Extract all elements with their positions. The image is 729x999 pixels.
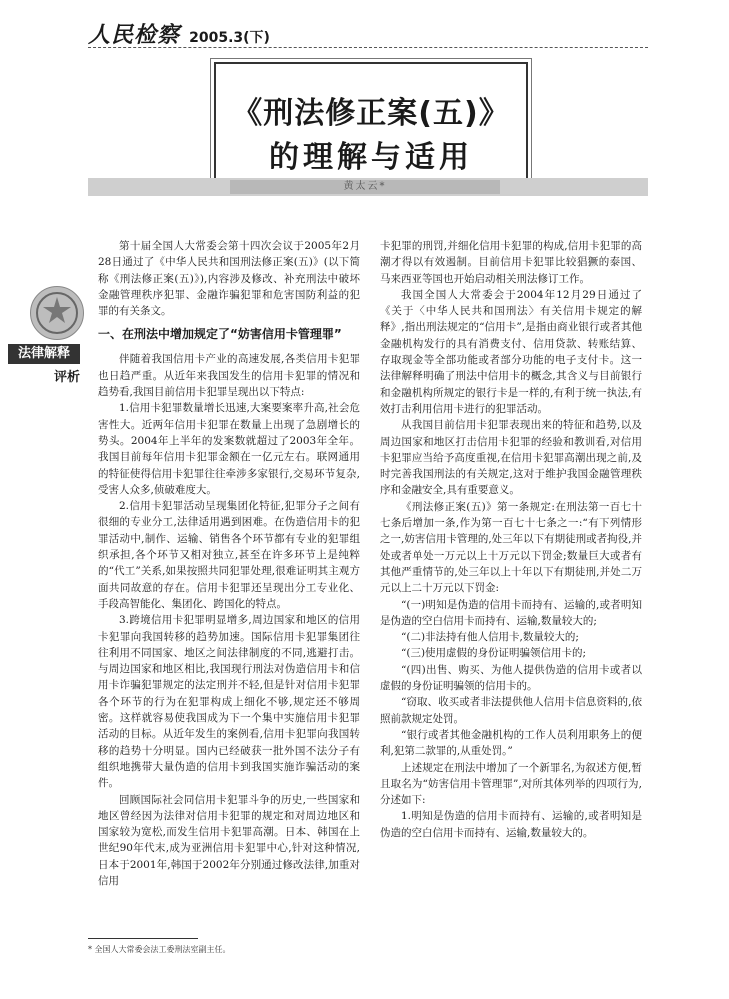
title-box	[214, 62, 528, 182]
statute-item: “(四)出售、购买、为他人提供伪造的信用卡或者以虚假的身份证明骗领的信用卡的。	[380, 663, 642, 693]
footnote: * 全国人大常委会法工委刑法室副主任。	[88, 945, 231, 954]
article-title-line1: 《刑法修正案(五)》	[232, 96, 510, 131]
running-header	[88, 18, 648, 46]
body-paragraph: 1.信用卡犯罪数量增长迅速,大案要案率升高,社会危害性大。近两年信用卡犯罪在数量上出现了急剧增长的势头。2004年上半年的发案数就超过了2003年全年。我国目前每年信用卡犯罪金额在一亿元左右。联网通用的特征使得信用卡犯罪往往牵涉多家银行,交易环节复杂,受害人众多,侦破难度大。	[98, 402, 360, 496]
magazine-name: 人民检察	[88, 22, 181, 48]
statute-item: “(二)非法持有他人信用卡,数量较大的;	[401, 631, 579, 644]
continued-paragraph: 卡犯罪的刑罚,并细化信用卡犯罪的构成,信用卡犯罪的高潮才得以有效遏制。目前信用卡犯罪比较猖獗的泰国、马来西亚等国也开始启动相关刑法修订工作。	[380, 240, 642, 285]
statute-item: “窃取、收买或者非法提供他人信用卡信息资料的,依照前款规定处罚。	[380, 696, 642, 725]
author-name: 黄太云*	[230, 180, 500, 194]
body-paragraph: 我国全国人大常委会于2004年12月29日通过了《关于〈中华人民共和国刑法〉有关信用卡规定的解释》,指出刑法规定的“信用卡”,是指由商业银行或者其他金融机构发行的具有消费支付、信用贷款、转账结算、存取现金等全部功能或者部分功能的电子支付卡。这一法律解释明确了刑法中信用卡的概念,其含义与目前银行和金融机构所规定的银行卡是一样的,有利于统一执法,有效打击利用信用卡进行的犯罪活动。	[380, 288, 642, 415]
issue-number: 2005.3(下)	[189, 30, 270, 46]
body-paragraph: 《刑法修正案(五)》第一条规定:在刑法第一百七十七条后增加一条,作为第一百七十七条之一:“有下列情形之一,妨害信用卡管理的,处三年以下有期徒刑或者拘役,并处或者单处一万元以上十万元以下罚金;数量巨大或者有其他严重情节的,处三年以上十年以下有期徒刑,并处二万元以上二十万元以下罚金:	[380, 500, 643, 595]
statute-item: “(三)使用虚假的身份证明骗领信用卡的;	[401, 647, 587, 660]
body-paragraph: 从我国目前信用卡犯罪表现出来的特征和趋势,以及周边国家和地区打击信用卡犯罪的经验和教训看,对信用卡犯罪应当给予高度重视,在信用卡犯罪高潮出现之前,及时完善我国刑法的有关规定,这对于维护我国金融管理秩序和金融安全,具有重要意义。	[380, 419, 642, 497]
procuratorate-emblem-icon	[30, 286, 84, 340]
intro-paragraph: 第十届全国人大常委会第十四次会议于2005年2月28日通过了《中华人民共和国刑法修正案(五)》(以下简称《刑法修正案(五)》),内容涉及修改、补充刑法中破坏金融管理秩序犯罪、金融诈骗犯罪和危害国防利益的犯罪的有关条文。	[98, 240, 360, 318]
header-divider	[88, 47, 648, 48]
footnote-divider	[88, 938, 198, 939]
body-paragraph: 2.信用卡犯罪活动呈现集团化特征,犯罪分子之间有很细的专业分工,法律适用遇到困难。在伪造信用卡的犯罪活动中,制作、运输、销售各个环节都有专业的犯罪组织承担,各个环节又相对独立,甚至在许多环节上是纯粹的“代工”关系,如果按照共同犯罪处理,很难证明其主观方面共同故意的存在。信用卡犯罪还呈现出分工专业化、手段高智能化、集团化、跨国化的特点。	[98, 500, 360, 610]
body-paragraph: 3.跨境信用卡犯罪明显增多,周边国家和地区的信用卡犯罪向我国转移的趋势加速。国际信用卡犯罪集团往往利用不同国家、地区之间法律制度的不同,逃避打击。与周边国家和地区相比,我国现行刑法对伪造信用卡和信用卡诈骗犯罪规定的法定刑并不轻,但是针对信用卡犯罪各个环节的行为在犯罪构成上细化不够,规定还不够周密。这样就容易使我国成为下一个集中实施信用卡犯罪活动的目标。从近年发生的案例看,信用卡犯罪向我国转移的趋势十分明显。国内已经破获一批外国不法分子有组织地携带大量伪造的信用卡到我国实施诈骗活动的案件。	[98, 614, 360, 790]
body-paragraph: 1.明知是伪造的信用卡而持有、运输的,或者明知是伪造的空白信用卡而持有、运输,数量较大的。	[380, 810, 642, 839]
statute-item: “银行或者其他金融机构的工作人员利用职务上的便利,犯第二款罪的,从重处罚。”	[380, 728, 642, 758]
right-column	[380, 238, 642, 841]
section-tag: 法律解释	[8, 344, 80, 364]
statute-item: “(一)明知是伪造的信用卡而持有、运输的,或者明知是伪造的空白信用卡而持有、运输,数量较大的;	[380, 598, 642, 627]
body-paragraph: 伴随着我国信用卡产业的高速发展,各类信用卡犯罪也日趋严重。从近年来我国发生的信用卡犯罪的情况和趋势看,我国目前信用卡犯罪呈现出以下特点:	[98, 353, 360, 399]
left-column	[98, 238, 360, 889]
article-title-line2: 的理解与适用	[269, 140, 473, 175]
section-heading: 一、在刑法中增加规定了“妨害信用卡管理罪”	[98, 327, 342, 342]
body-paragraph: 回顾国际社会同信用卡犯罪斗争的历史,一些国家和地区曾经因为法律对信用卡犯罪的规定和对周边地区和国家较为宽松,而发生信用卡犯罪高潮。日本、韩国在上世纪90年代末,成为亚洲信用卡犯罪中心,针对这种情况,日本于2001年,韩国于2002年分别通过修改法律,加重对信用	[98, 793, 360, 887]
section-subtag: 评析	[53, 370, 80, 385]
body-paragraph: 上述规定在刑法中增加了一个新罪名,为叙述方便,暂且取名为“妨害信用卡管理罪”,对所其体列举的四项行为,分述如下:	[380, 761, 642, 807]
